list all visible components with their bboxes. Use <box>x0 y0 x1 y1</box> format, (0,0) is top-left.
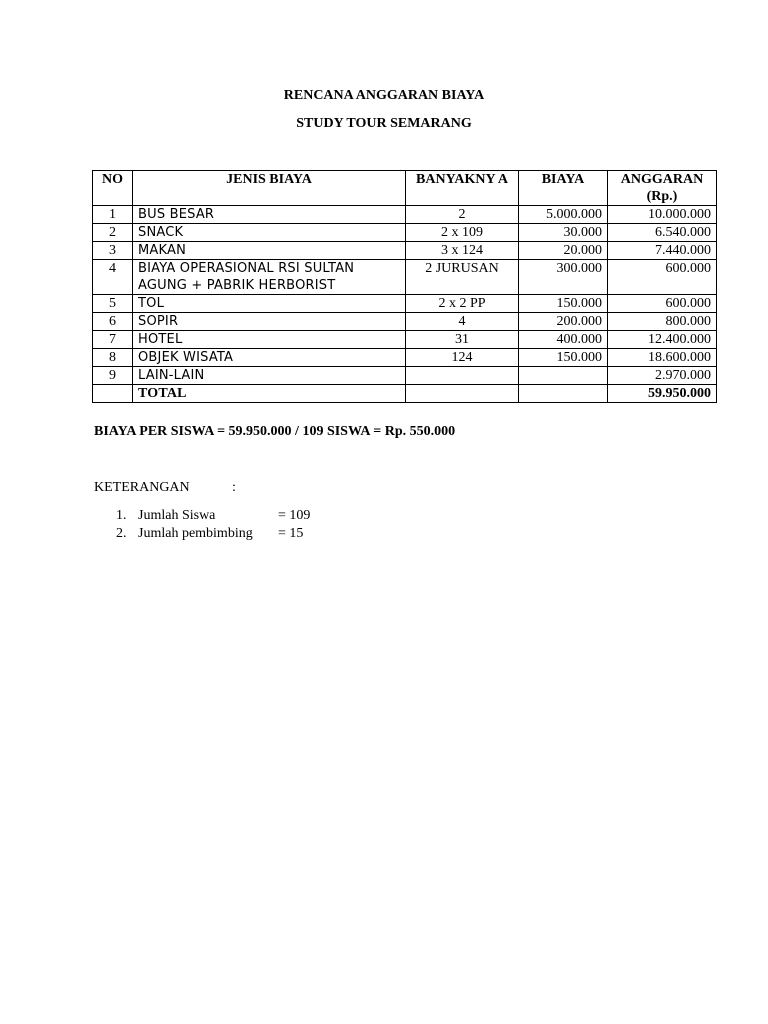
document-title: RENCANA ANGGARAN BIAYA <box>283 88 485 103</box>
cell-anggaran: 2.970.000 <box>608 367 717 385</box>
cell-jenis: SOPIR <box>133 313 406 331</box>
cell-no: 1 <box>93 206 133 224</box>
cell-anggaran: 600.000 <box>608 260 717 295</box>
table-row <box>93 313 717 331</box>
keterangan-label: KETERANGAN <box>94 480 190 495</box>
note-value: = 15 <box>278 526 304 541</box>
note-item <box>116 508 310 524</box>
cell-no: 9 <box>93 367 133 385</box>
cell-no: 5 <box>93 295 133 313</box>
cell-jenis: BIAYA OPERASIONAL RSI SULTAN AGUNG + PABRIK HERBORIST <box>133 260 406 295</box>
cell-biaya: 5.000.000 <box>519 206 608 224</box>
note-item <box>116 526 303 542</box>
cell-anggaran: 12.400.000 <box>608 331 717 349</box>
cell-anggaran: 600.000 <box>608 295 717 313</box>
cost-per-student-summary: BIAYA PER SISWA = 59.950.000 / 109 SISWA = Rp. 550.000 <box>94 424 456 439</box>
table-row <box>93 349 717 367</box>
document-subtitle: STUDY TOUR SEMARANG <box>296 116 472 131</box>
cell-biaya: 150.000 <box>519 349 608 367</box>
table-row <box>93 295 717 313</box>
note-label: Jumlah pembimbing <box>138 526 253 541</box>
note-number: 1. <box>116 508 127 523</box>
table-row <box>93 260 717 295</box>
cell-anggaran: 6.540.000 <box>608 224 717 242</box>
cell-banyaknya: 2 JURUSAN <box>406 260 519 295</box>
total-label: TOTAL <box>133 385 406 403</box>
cell-no: 6 <box>93 313 133 331</box>
cell-biaya: 200.000 <box>519 313 608 331</box>
cell-anggaran: 18.600.000 <box>608 349 717 367</box>
header-anggaran: ANGGARAN (Rp.) <box>608 171 717 206</box>
header-banyaknya: BANYAKNY A <box>406 171 519 206</box>
cell-no: 8 <box>93 349 133 367</box>
cell-banyaknya <box>406 367 519 385</box>
note-label: Jumlah Siswa <box>138 508 216 523</box>
cell-biaya: 150.000 <box>519 295 608 313</box>
cell-anggaran: 7.440.000 <box>608 242 717 260</box>
note-number: 2. <box>116 526 127 541</box>
keterangan-colon: : <box>232 480 236 495</box>
header-jenis-biaya: JENIS BIAYA <box>133 171 406 206</box>
cell-anggaran: 800.000 <box>608 313 717 331</box>
table-header-row <box>93 171 717 206</box>
cell-jenis: SNACK <box>133 224 406 242</box>
cell-no: 3 <box>93 242 133 260</box>
cell-biaya: 30.000 <box>519 224 608 242</box>
table-row <box>93 206 717 224</box>
cell-banyaknya: 4 <box>406 313 519 331</box>
cell-banyaknya: 2 x 2 PP <box>406 295 519 313</box>
cell-banyaknya-empty <box>406 385 519 403</box>
cell-biaya-empty <box>519 385 608 403</box>
total-anggaran: 59.950.000 <box>608 385 717 403</box>
table-row <box>93 331 717 349</box>
cell-banyaknya: 2 x 109 <box>406 224 519 242</box>
total-row <box>93 385 717 403</box>
cell-jenis: HOTEL <box>133 331 406 349</box>
cell-biaya: 400.000 <box>519 331 608 349</box>
header-no: NO <box>93 171 133 206</box>
cell-jenis: TOL <box>133 295 406 313</box>
budget-table <box>92 170 717 403</box>
table-row <box>93 224 717 242</box>
cell-banyaknya: 124 <box>406 349 519 367</box>
cell-no: 4 <box>93 260 133 295</box>
cell-anggaran: 10.000.000 <box>608 206 717 224</box>
cell-banyaknya: 31 <box>406 331 519 349</box>
cell-jenis: BUS BESAR <box>133 206 406 224</box>
cell-jenis: LAIN-LAIN <box>133 367 406 385</box>
cell-biaya <box>519 367 608 385</box>
note-value: = 109 <box>278 508 311 523</box>
cell-biaya: 300.000 <box>519 260 608 295</box>
cell-jenis: MAKAN <box>133 242 406 260</box>
cell-banyaknya: 3 x 124 <box>406 242 519 260</box>
cell-jenis: OBJEK WISATA <box>133 349 406 367</box>
cell-banyaknya: 2 <box>406 206 519 224</box>
cell-no: 2 <box>93 224 133 242</box>
table-row <box>93 242 717 260</box>
cell-biaya: 20.000 <box>519 242 608 260</box>
table-row <box>93 367 717 385</box>
cell-no-empty <box>93 385 133 403</box>
cell-no: 7 <box>93 331 133 349</box>
header-biaya: BIAYA <box>519 171 608 206</box>
